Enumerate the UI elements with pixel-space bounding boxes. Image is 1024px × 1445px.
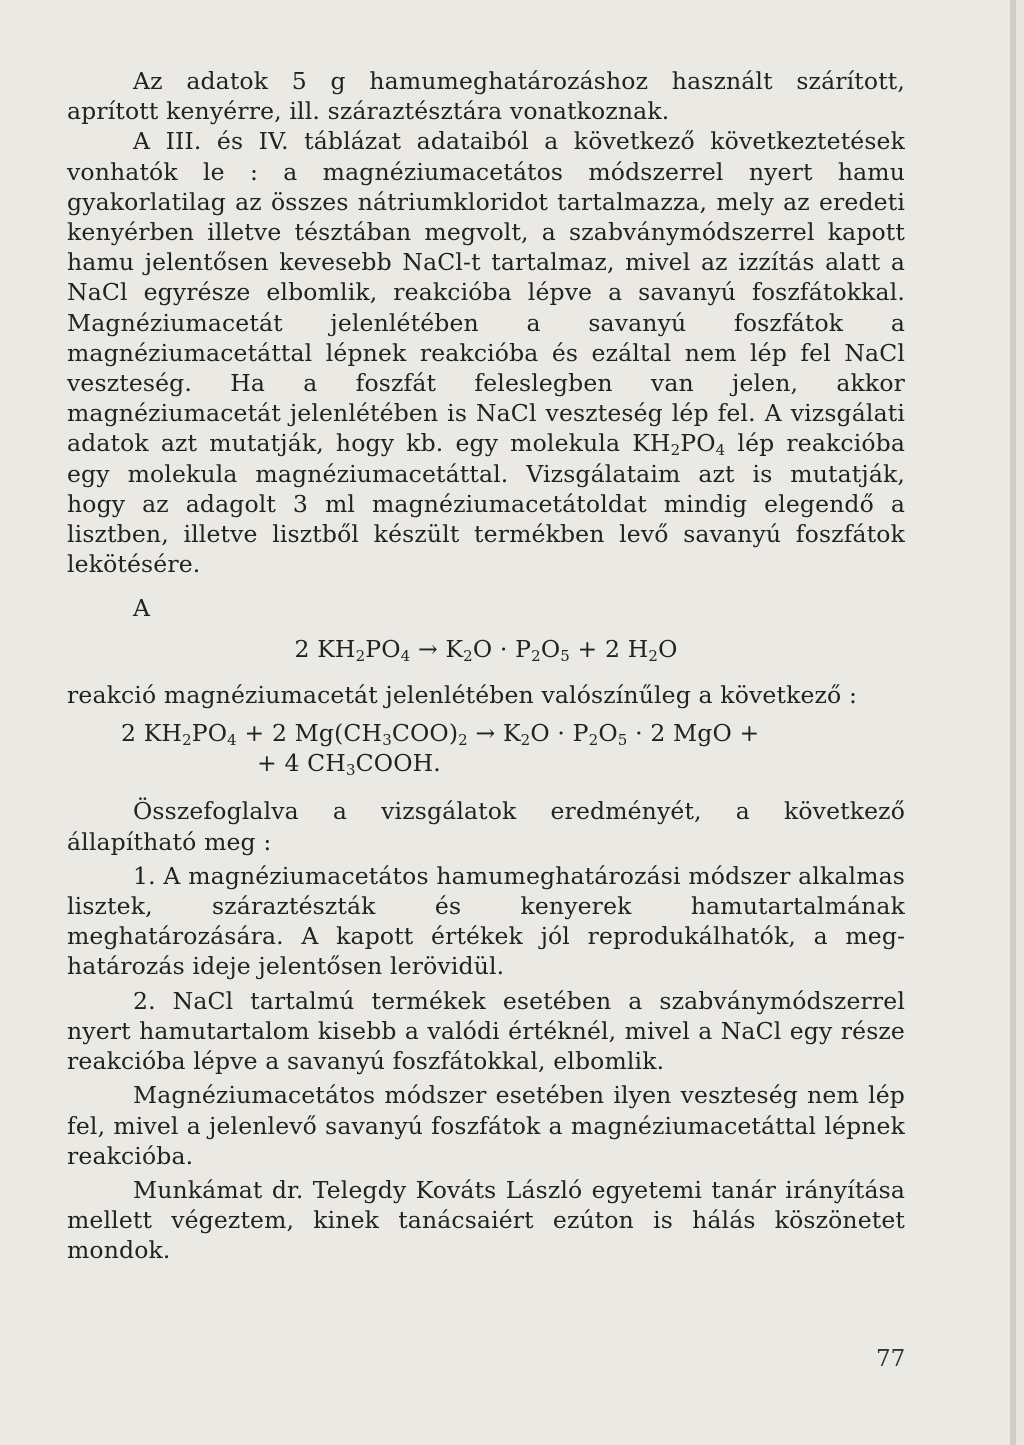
paragraph-magnesium-method: Magnéziumacetátos módszer esetében ilyen veszteség nem lép fel, mivel a jelenlevő savanyú foszfátok a magnéziumacetáttal lépnek reakcióba. [67,1081,905,1170]
reaction-formula-1: 2 $KH_2PO_4 \to K_2O \cdot P_2O_5 + 2$ $H_2O$ [294,634,678,665]
paragraph-conclusions [67,126,905,579]
label-a: A [133,594,151,623]
conclusions-tail: lép reakcióba egy molekula magnéziumacetáttal. Vizsgálataim azt is mutatják, hogy az adagolt 3 ml magnéziumacetátoldat mindig elegendő a lisztben, illetve lisztből készült termékben levő savanyú foszfátok lekötésére. [67,429,906,579]
reaction-formula-2-line2: + 4 $CH_3COOH$. [257,749,441,780]
summary-intro: Összefoglalva a vizsgálatok eredményét, a következő állapítható meg : [67,797,905,856]
page-number: 77 [876,1346,906,1372]
paragraph-acknowledgement: Munkámat dr. Telegdy Kováts László egyetemi tanár irányítása mellett végeztem, kinek tanácsaiért ezúton is hálás köszönetet mondok. [67,1175,905,1265]
body-text [67,66,905,1266]
summary-item-2: 2. NaCl tartalmú termékek esetében a szabványmódszerrel nyert hamutartalom kisebb a valódi értéknél, mivel a NaCl egy része reakcióba lépve a savanyú foszfátokkal, elbomlik. [67,986,905,1076]
kh2po4-text: $KH_2PO_4$ [632,429,726,460]
reaction-formula-2-line1: 2 $KH_2PO_4 + 2$ $Mg(CH_3COO)_2 \to K_2O \cdot P_2O_5 \cdot 2$ MgO + [121,719,760,750]
paragraph-data-note: Az adatok 5 g hamumeghatározáshoz használt szárított, aprított kenyérre, ill. száraztésztára vonatkoznak. [67,67,905,126]
conclusions-text: A III. és IV. táblázat adataiból a következő következtetések vonhatók le : a magnéziumacetátos módszerrel nyert hamu gyakorlatilag az összes nátriumkloridot tartalmazza, mely az eredeti kenyérben illetve tésztában megvolt, a szabványmódszerrel kapott hamu jelentősen kevesebb NaCl-t tartalmaz, mivel az izzítás alatt a NaCl egyrésze elbomlik, reakcióba lépve a savanyú foszfátokkal. Magnéziumacetát jelenlétében a savanyú foszfátok a magnéziumacetáttal lépnek reakcióba és ezáltal nem lép fel NaCl veszteség. Ha a foszfát feleslegben van jelen, akkor magnéziumacetát jelenlétében is NaCl veszteség lép fel. A vizsgálati adatok azt mutatják, hogy kb. egy molekula [67,127,905,458]
reaction-intro: reakció magnéziumacetát jelenlétében valószínűleg a következő : [67,680,858,709]
summary-item-1: 1. A magnéziumacetátos hamumeghatározási módszer alkalmas lisztek, száraztészták és kenyerek hamutartalmának meghatározására. A kapott értékek jól reprodukálhatók, a meghatározás ideje jelentősen lerövidül. [67,861,905,981]
